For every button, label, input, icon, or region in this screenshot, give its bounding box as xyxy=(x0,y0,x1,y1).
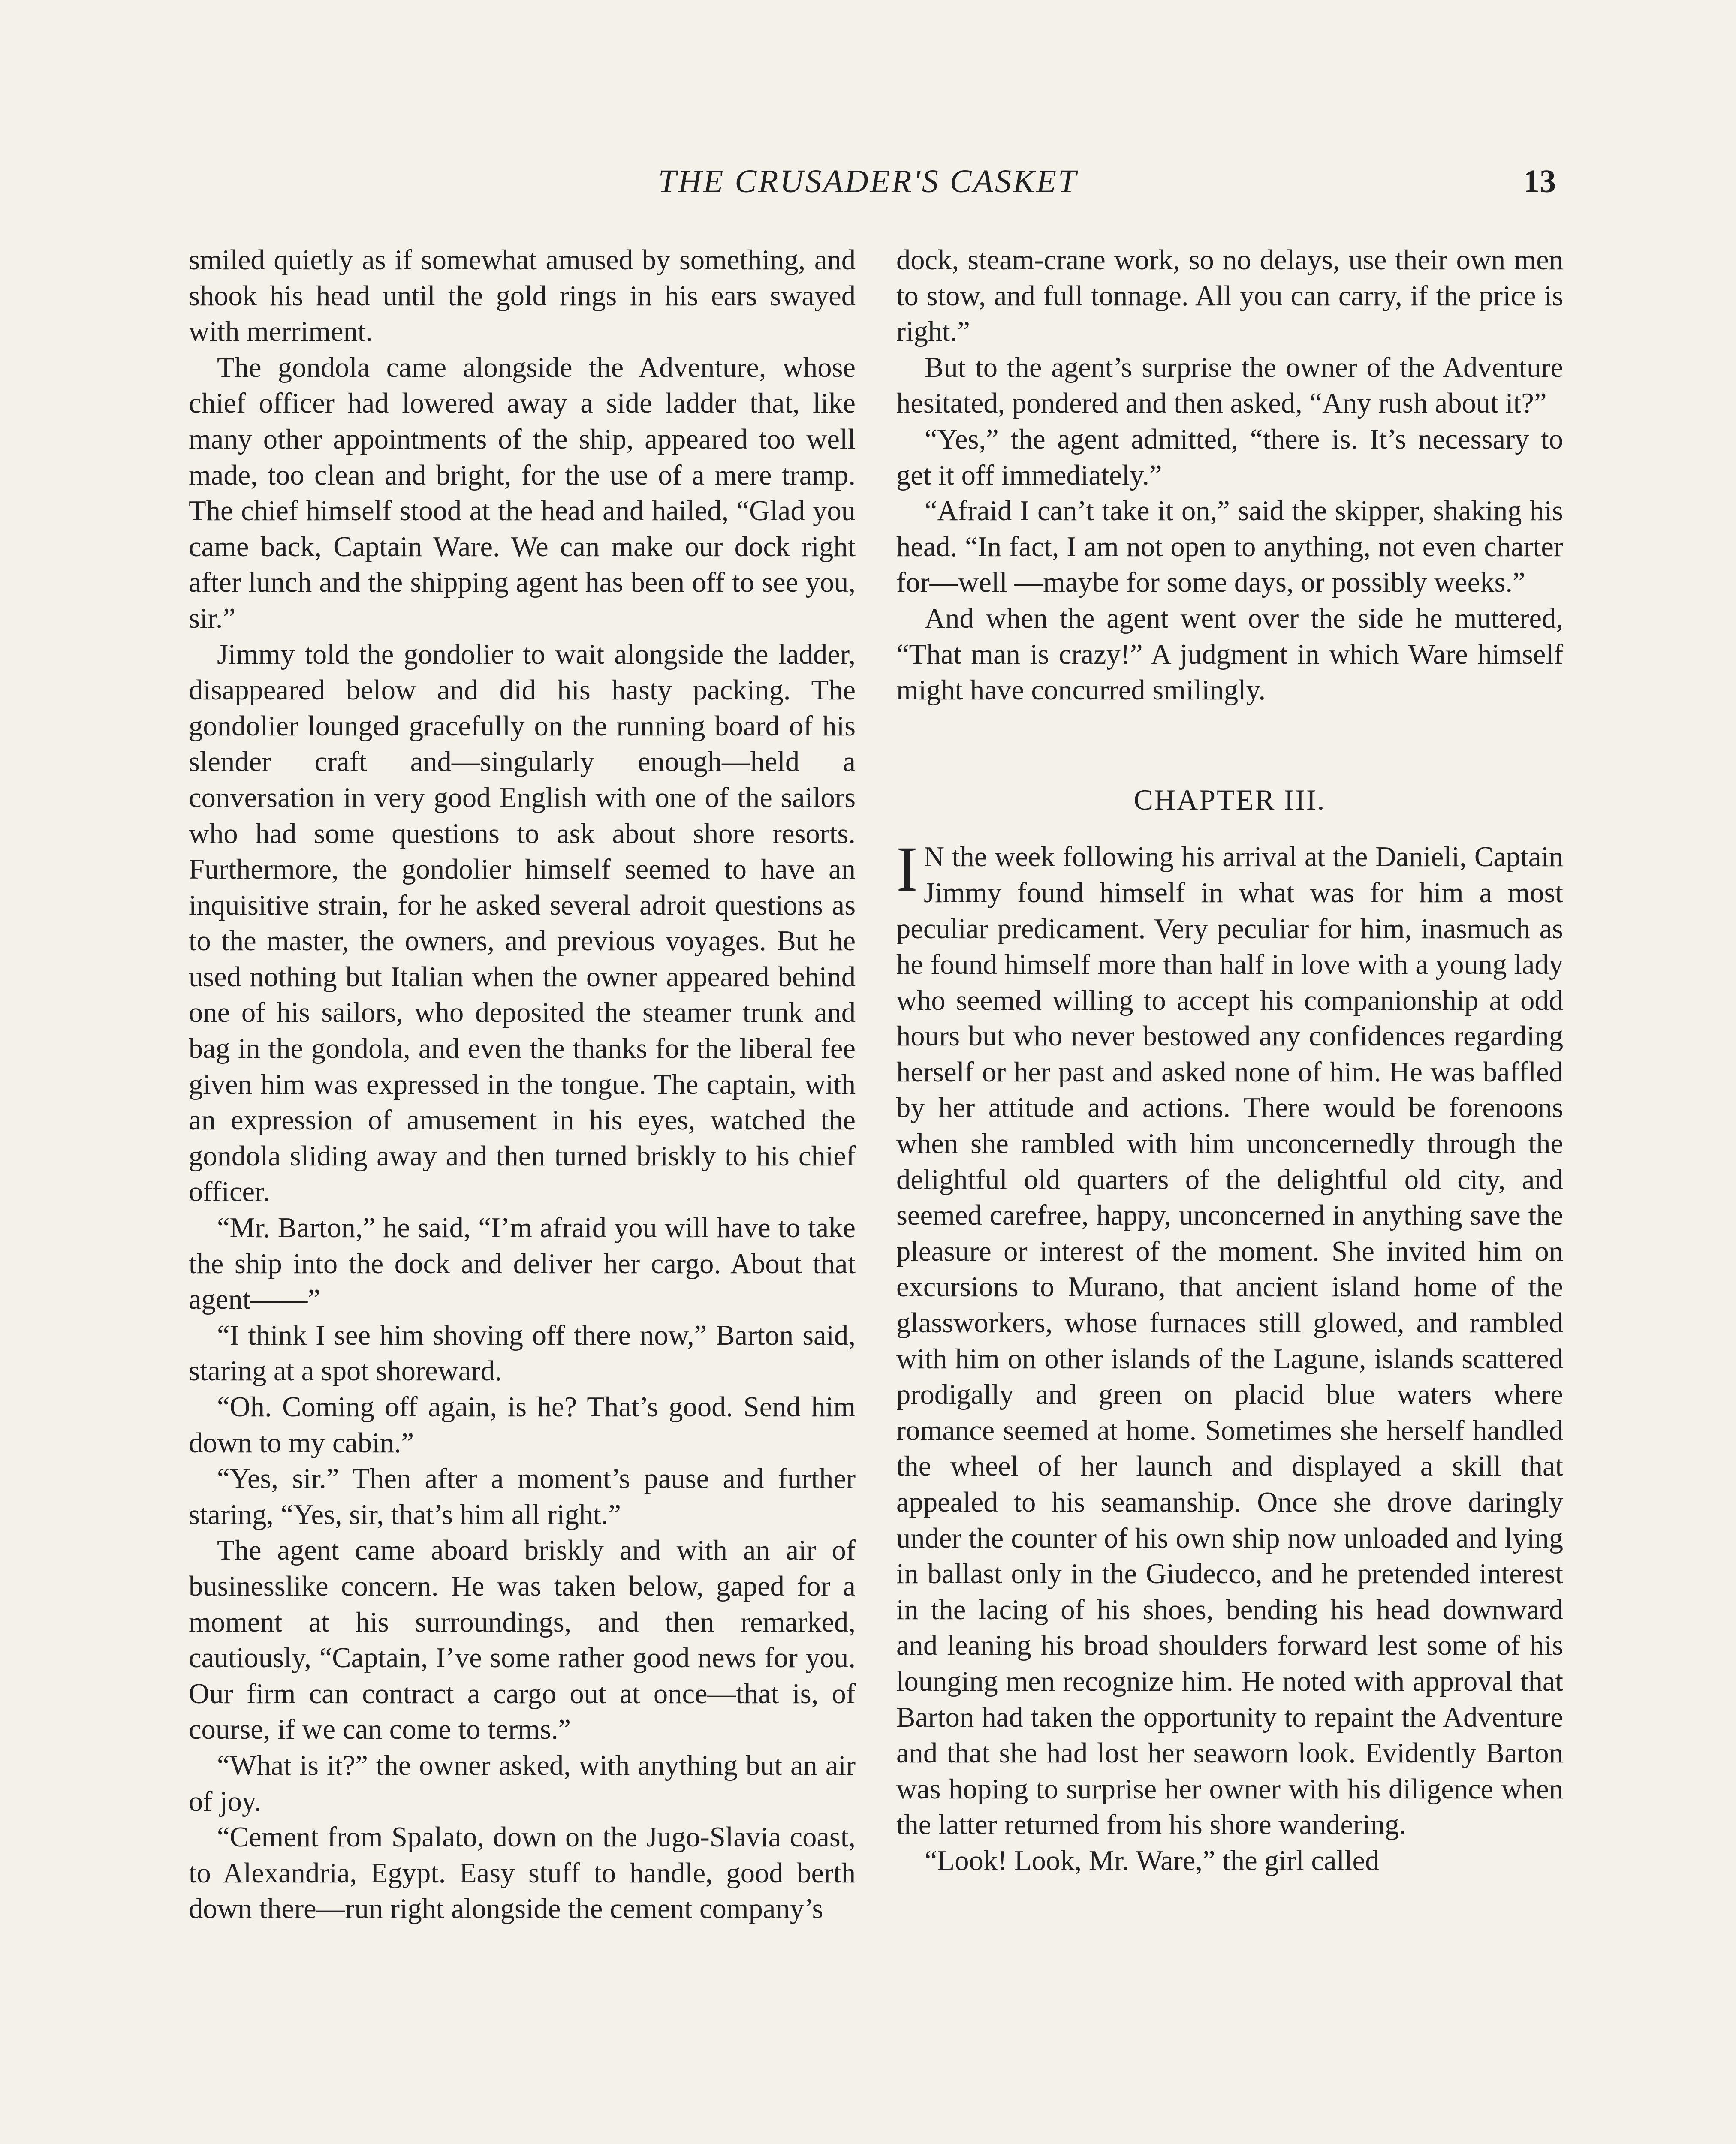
paragraph: The agent came aboard briskly and with an air of businesslike concern. He was taken below, gaped for a moment at his surroundings, and then remarked, cautiously, “Captain, I’ve some rather good news for you. Our firm can contract a cargo out at once—that is, of course, if we can come to terms.” xyxy=(189,1535,856,1746)
paragraph: “I think I see him shoving off there now,” Barton said, staring at a spot shoreward. xyxy=(189,1319,856,1387)
left-column xyxy=(189,242,856,1927)
paragraph: “Mr. Barton,” he said, “I’m afraid you will have to take the ship into the dock and deliver her cargo. About that agent——” xyxy=(189,1212,856,1316)
paragraph: “Cement from Spalato, down on the Jugo-Slavia coast, to Alexandria, Egypt. Easy stuff to handle, good berth down there—run right alongside the cement company’s xyxy=(189,1822,856,1925)
paragraph: “Look! Look, Mr. Ware,” the girl called xyxy=(925,1845,1380,1876)
page-number: 13 xyxy=(1523,163,1556,199)
drop-cap: I xyxy=(896,834,918,905)
running-header-title: THE CRUSADER'S CASKET xyxy=(658,163,1078,199)
paragraph: Jimmy told the gondolier to wait alongside the ladder, disappeared below and did his hasty packing. The gondolier lounged gracefully on the running board of his slender craft and—singularly enough—held a conversation in very good English with one of the sailors who had some questions to ask about shore resorts. Furthermore, the gondolier himself seemed to have an inquisitive strain, for he asked several adroit questions as to the master, the owners, and previous voyages. But he used nothing but Italian when the owner appeared behind one of his sailors, who deposited the steamer trunk and bag in the gondola, and even the thanks for the liberal fee given him was expressed in the tongue. The captain, with an expression of amusement in his eyes, watched the gondola sliding away and then turned briskly to his chief officer. xyxy=(189,638,856,1208)
paragraph: “What is it?” the owner asked, with anything but an air of joy. xyxy=(189,1750,856,1817)
paragraph: The gondola came alongside the Adventure, whose chief officer had lowered away a side ladder that, like many other appointments of the ship, appeared too well made, too clean and bright, for the use of a mere tramp. The chief himself stood at the head and hailed, “Glad you came back, Captain Ware. We can make our dock right after lunch and the shipping agent has been off to see you, sir.” xyxy=(189,352,856,634)
paragraph: dock, steam-crane work, so no delays, use their own men to stow, and full tonnage. All you can carry, if the price is right.” xyxy=(896,244,1563,348)
paragraph: But to the agent’s surprise the owner of the Adventure hesitated, pondered and then asked, “Any rush about it?” xyxy=(896,352,1563,419)
chapter-paragraph-text: N the week following his arrival at the Danieli, Captain Jimmy found himself in what was for him a most peculiar predicament. Very peculiar for him, inasmuch as he found himself more than half in love with a young lady who seemed willing to accept his companionship at odd hours but who never bestowed any confidences regarding herself or her past and asked none of him. He was baffled by her attitude and actions. There would be forenoons when she rambled with him unconcernedly through the delightful old quarters of the delightful old city, and seemed carefree, happy, unconcerned in anything save the pleasure or interest of the moment. She invited him on excursions to Murano, that ancient island home of the glassworkers, whose furnaces still glowed, and rambled with him on other islands of the Lagune, islands scattered prodigally and green on placid blue waters where romance seemed at home. Sometimes she herself handled the wheel of her launch and displayed a skill that appealed to his seamanship. Once she drove daringly under the counter of his own ship now unloaded and lying in ballast only in the Giudecco, and he pretended interest in the lacing of his shoes, bending his head downward and leaning his broad shoulders forward lest some of his lounging men recognize him. He noted with approval that Barton had taken the opportunity to repaint the Adventure and that she had lost her seaworn look. Evidently Barton was hoping to surprise her owner with his diligence when the latter returned from his shore wandering. xyxy=(896,841,1563,1841)
paragraph: “Oh. Coming off again, is he? That’s good. Send him down to my cabin.” xyxy=(189,1391,856,1459)
right-column xyxy=(896,242,1563,1879)
paragraph: “Yes, sir.” Then after a moment’s pause and further staring, “Yes, sir, that’s him all right.” xyxy=(189,1463,856,1530)
chapter-first-paragraph xyxy=(896,834,1563,1843)
chapter-heading: CHAPTER III. xyxy=(1133,783,1326,816)
paragraph: smiled quietly as if somewhat amused by something, and shook his head until the gold rings in his ears swayed with merriment. xyxy=(189,244,856,348)
paragraph: “Afraid I can’t take it on,” said the skipper, shaking his head. “In fact, I am not open to anything, not even charter for—well —maybe for some days, or possibly weeks.” xyxy=(896,495,1563,599)
paragraph: “Yes,” the agent admitted, “there is. It’s necessary to get it off immediately.” xyxy=(896,423,1563,491)
paragraph: And when the agent went over the side he muttered, “That man is crazy!” A judgment in which Ware himself might have concurred smilingly. xyxy=(896,602,1563,706)
